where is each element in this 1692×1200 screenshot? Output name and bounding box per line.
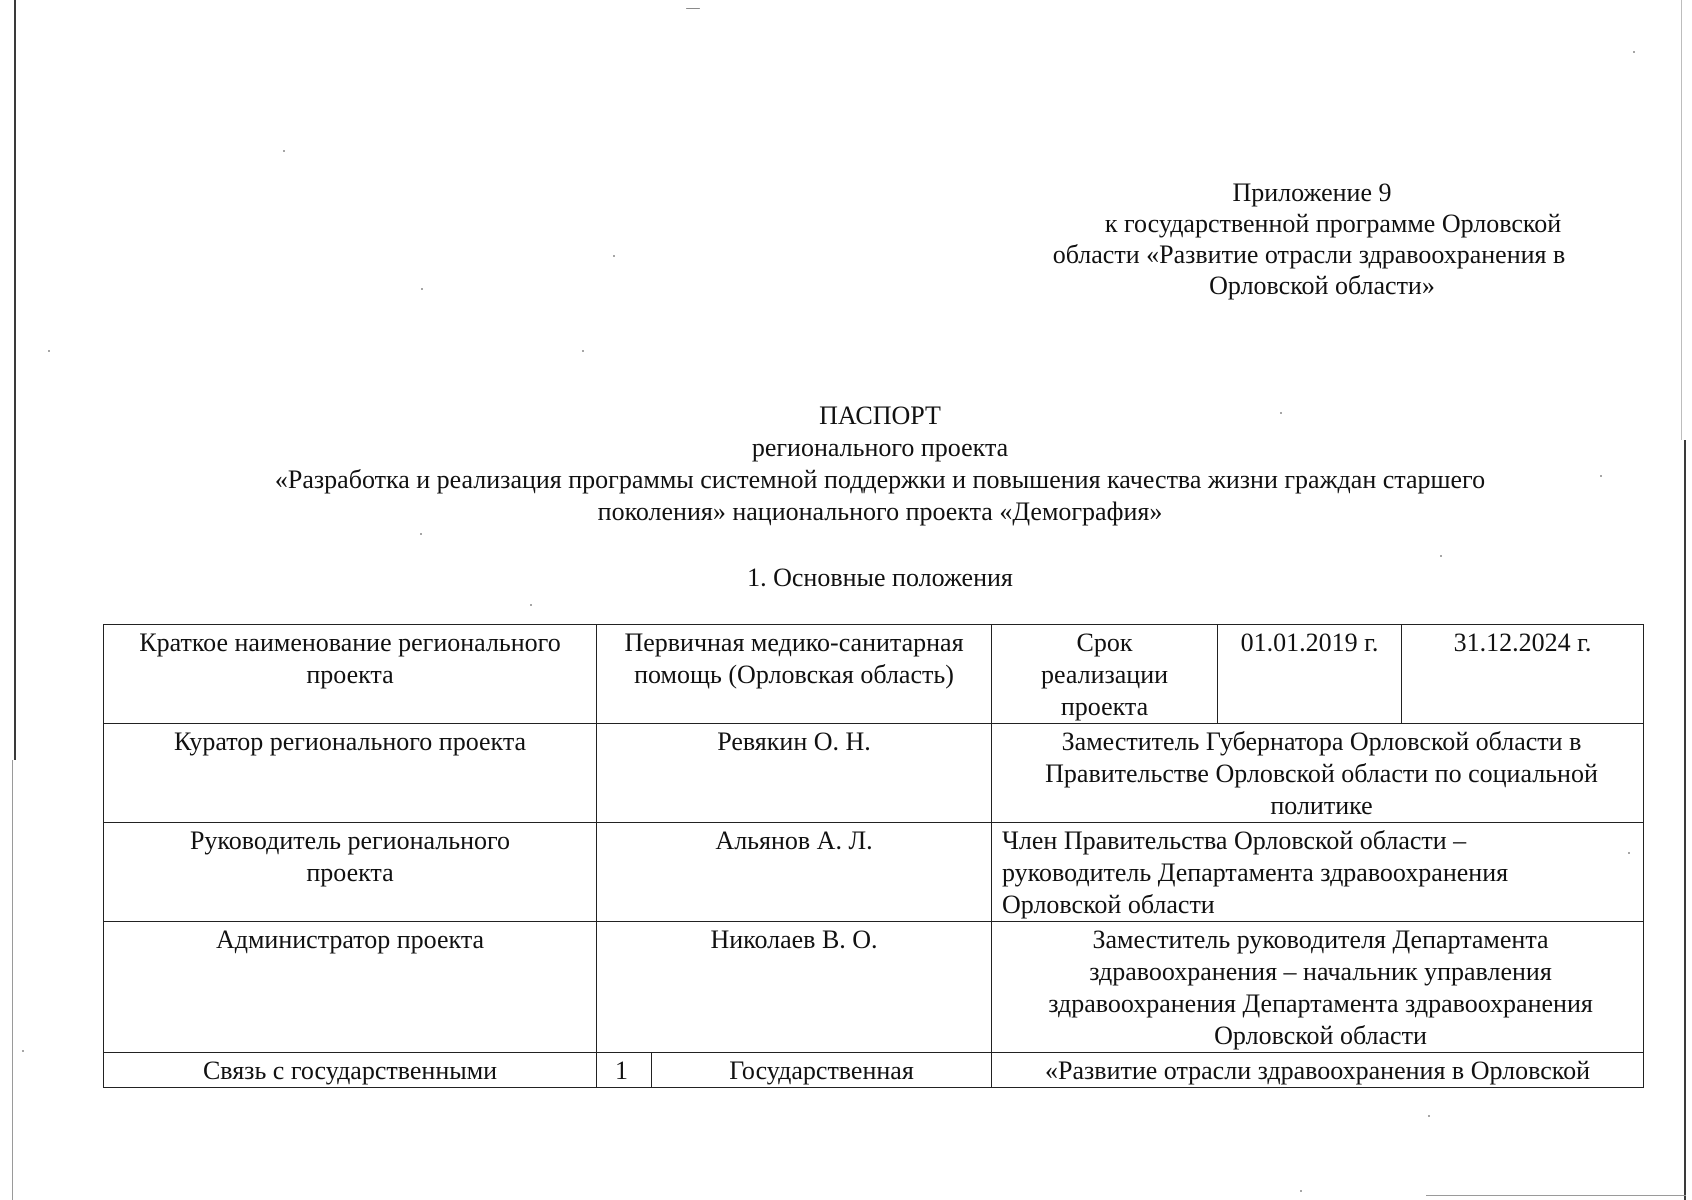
document-title: ПАСПОРТ xyxy=(819,401,941,430)
link-program: «Развитие отрасли здравоохранения в Орловской xyxy=(992,1053,1644,1088)
link-label: Связь с государственными xyxy=(104,1053,597,1088)
scan-speck xyxy=(582,350,584,352)
appendix-line-4: Орловской области» xyxy=(1209,271,1435,300)
table-row xyxy=(104,922,1644,1053)
scan-speck xyxy=(686,8,700,9)
end-date: 31.12.2024 г. xyxy=(1402,625,1644,724)
short-name-label: Краткое наименование регионального проекта xyxy=(104,625,597,724)
link-number: 1 xyxy=(597,1053,652,1088)
scan-speck xyxy=(420,533,422,535)
administrator-position: Заместитель руководителя Департамента здравоохранения – начальник управления здравоохранения Департамента здравоохранения Орловской области xyxy=(992,922,1644,1053)
link-type: Государственная xyxy=(652,1053,992,1088)
short-name-value: Первичная медико-санитарная помощь (Орловская область) xyxy=(597,625,992,724)
appendix-line-1: Приложение 9 xyxy=(1232,178,1392,207)
table-row xyxy=(104,625,1644,724)
head-name: Альянов А. Л. xyxy=(597,823,992,922)
document-subtitle: регионального проекта xyxy=(751,433,1009,462)
curator-label: Куратор регионального проекта xyxy=(104,724,597,823)
document-title-block xyxy=(100,400,1660,528)
scan-speck xyxy=(1428,1115,1430,1117)
scan-speck xyxy=(530,604,532,606)
scan-speck xyxy=(48,350,50,352)
scan-speck xyxy=(1440,555,1442,557)
table-row xyxy=(104,1053,1644,1088)
scan-speck xyxy=(421,288,423,290)
project-name-line-2: поколения» национального проекта «Демография» xyxy=(597,497,1163,526)
scan-left-edge-lower xyxy=(12,760,13,1200)
scan-speck xyxy=(1633,51,1635,53)
head-position: Член Правительства Орловской области – руководитель Департамента здравоохранения Орловской области xyxy=(992,823,1644,922)
appendix-line-3: области «Развитие отрасли здравоохранения в xyxy=(1052,240,1566,269)
scan-right-edge xyxy=(1684,440,1686,1200)
head-label: Руководитель регионального проекта xyxy=(104,823,597,922)
curator-position: Заместитель Губернатора Орловской области в Правительстве Орловской области по социальной политике xyxy=(992,724,1644,823)
table-row xyxy=(104,823,1644,922)
scan-speck xyxy=(1300,1190,1302,1192)
curator-name: Ревякин О. Н. xyxy=(597,724,992,823)
scan-right-edge-upper xyxy=(1681,0,1682,440)
scan-bottom-edge xyxy=(1426,1195,1686,1196)
appendix-note xyxy=(1000,177,1600,301)
section-heading: 1. Основные положения xyxy=(747,563,1013,592)
project-name-line-1: «Разработка и реализация программы системной поддержки и повышения качества жизни граждан старшего xyxy=(274,465,1486,494)
scan-left-edge xyxy=(14,0,16,760)
table-row xyxy=(104,724,1644,823)
appendix-line-2: к государственной программе Орловской xyxy=(1104,209,1562,238)
administrator-label: Администратор проекта xyxy=(104,922,597,1053)
start-date: 01.01.2019 г. xyxy=(1218,625,1402,724)
administrator-name: Николаев В. О. xyxy=(597,922,992,1053)
scan-speck xyxy=(283,150,285,152)
passport-table xyxy=(103,624,1644,1088)
scan-speck xyxy=(613,255,615,257)
term-label: Срок реализации проекта xyxy=(992,625,1218,724)
scan-speck xyxy=(22,1050,24,1052)
